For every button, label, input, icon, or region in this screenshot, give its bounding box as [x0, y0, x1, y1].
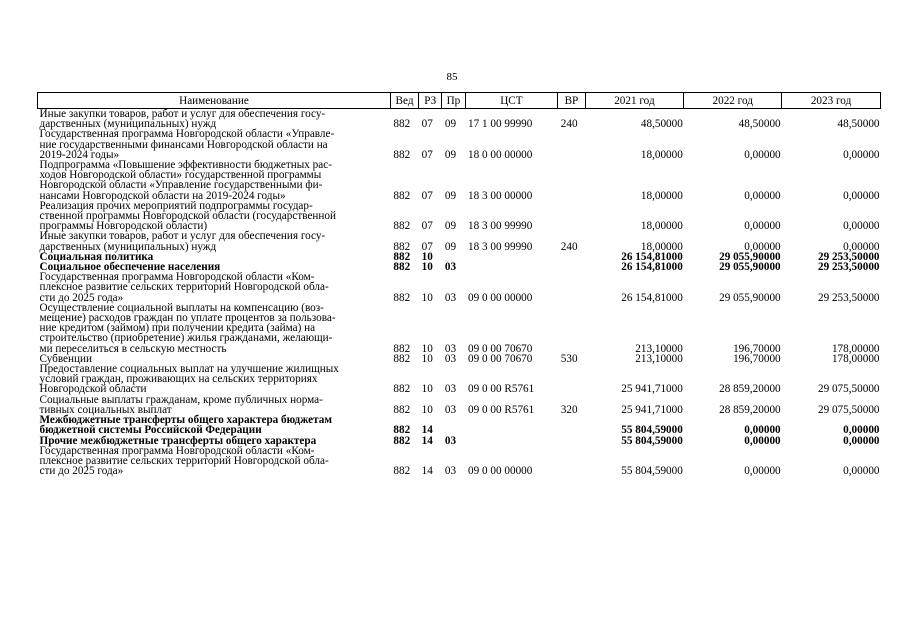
cell-pr: 03	[444, 291, 457, 304]
cell-rz: 10	[421, 291, 433, 304]
cell-name	[38, 160, 391, 201]
table-row	[38, 364, 881, 395]
cell-2023: 0,00000	[843, 434, 880, 447]
cell-name-line: программы Новгородской области)	[39, 220, 208, 233]
cell-2022: 28 859,20000	[719, 403, 781, 416]
cell-name-line: Новгородской области «Управление государственными фи-	[39, 179, 323, 192]
cell-2021: 26 154,81000	[621, 291, 683, 304]
header-2023: 2023 год	[782, 93, 881, 109]
cell-pr: 09	[444, 189, 457, 202]
cell-name	[38, 415, 391, 435]
cell-cst: 09 0 00 00000	[468, 465, 533, 478]
cell-2023: 178,00000	[831, 352, 880, 365]
cell-2021: 48,50000	[640, 118, 683, 131]
cell-cst: 18 3 00 99990	[468, 240, 533, 253]
cell-name-line: Иные закупки товаров, работ и услуг для обеспечения госу-	[39, 230, 326, 243]
cell-2022: 0,00000	[744, 465, 781, 478]
cell-name	[38, 272, 391, 303]
cell-2023: 0,00000	[843, 424, 880, 437]
cell-rz: 14	[421, 424, 433, 437]
header-cst: ЦСТ	[465, 93, 558, 109]
cell-2023: 0,00000	[843, 465, 880, 478]
cell-pr: 03	[444, 383, 457, 396]
cell-rz: 14	[421, 434, 433, 447]
cell-pr	[442, 415, 465, 435]
cell-2023: 0,00000	[843, 220, 880, 233]
cell-ved: 882	[393, 250, 411, 263]
cell-name	[38, 364, 391, 395]
cell-cst	[465, 436, 558, 446]
table-row	[38, 415, 881, 435]
cell-name-line: Предоставление социальных выплат на улучшение жилищных	[39, 363, 339, 376]
cell-2022: 29 055,90000	[719, 291, 781, 304]
cell-2022: 48,50000	[738, 118, 781, 131]
cell-ved: 882	[393, 465, 411, 478]
cell-rz: 07	[421, 148, 433, 161]
cell-2021: 26 154,81000	[621, 250, 683, 263]
cell-2023: 29 253,50000	[817, 291, 880, 304]
cell-cst	[465, 415, 558, 435]
cell-2022: 0,00000	[744, 189, 781, 202]
cell-name-line: дарственных (муниципальных) нужд	[39, 118, 217, 131]
cell-2023: 0,00000	[843, 240, 880, 253]
cell-name	[38, 395, 391, 415]
cell-name-line: ми переселиться в сельскую местность	[39, 342, 227, 355]
cell-name-line: Государственная программа Новгородской области «Ком-	[39, 444, 315, 457]
cell-vr: 240	[560, 118, 578, 131]
cell-pr: 03	[444, 342, 457, 355]
cell-2022: 0,00000	[744, 148, 781, 161]
cell-2021: 55 804,59000	[621, 465, 683, 478]
cell-cst: 17 1 00 99990	[468, 118, 533, 131]
cell-vr	[558, 252, 585, 262]
cell-pr: 09	[444, 148, 457, 161]
header-rz: РЗ	[419, 93, 442, 109]
cell-cst: 09 0 00 R5761	[468, 403, 535, 416]
cell-vr	[558, 415, 585, 435]
cell-name-line: Социальная политика	[39, 250, 154, 263]
header-vr: ВР	[558, 93, 585, 109]
cell-2021: 55 804,59000	[621, 434, 683, 447]
cell-rz: 10	[421, 261, 433, 274]
cell-name-line: 2019-2024 годы»	[39, 148, 120, 161]
cell-2023: 29 253,50000	[817, 261, 880, 274]
cell-ved: 882	[393, 291, 411, 304]
cell-pr: 09	[444, 118, 457, 131]
cell-name	[38, 446, 391, 477]
table-row	[38, 303, 881, 354]
cell-name-line: нансами Новгородской области на 2019-2024 годы»	[39, 189, 286, 202]
header-pr: Пр	[442, 93, 465, 109]
cell-2023: 29 075,50000	[817, 383, 880, 396]
cell-2021: 25 941,71000	[621, 383, 683, 396]
cell-ved: 882	[393, 352, 411, 365]
table-row	[38, 446, 881, 477]
page-number: 85	[446, 71, 458, 83]
cell-2023: 0,00000	[843, 189, 880, 202]
cell-vr	[558, 446, 585, 477]
cell-name-line: плексное развитие сельских территорий Новгородской обла-	[39, 281, 329, 294]
cell-2021: 213,10000	[635, 342, 683, 355]
cell-name-line: ние кредитом (займом) при получении кредита (займа) на	[39, 322, 316, 335]
cell-rz: 07	[421, 189, 433, 202]
cell-name-line: ние государственными финансами Новгородской области на	[39, 138, 328, 151]
cell-2021: 18,00000	[640, 148, 683, 161]
cell-name-line: мещение) расходов граждан по уплате процентов за пользова-	[39, 312, 336, 325]
cell-ved: 882	[393, 424, 411, 437]
table-row	[38, 129, 881, 160]
cell-2022: 0,00000	[744, 220, 781, 233]
cell-rz: 10	[421, 383, 433, 396]
cell-name-line: условий граждан, проживающих на сельских территориях	[39, 373, 318, 386]
cell-cst: 18 3 00 00000	[468, 189, 533, 202]
cell-ved: 882	[393, 434, 411, 447]
cell-name	[38, 129, 391, 160]
cell-name-line: Государственная программа Новгородской области «Управле-	[39, 128, 335, 141]
table-row	[38, 272, 881, 303]
header-ved: Вед	[390, 93, 418, 109]
cell-pr: 03	[444, 434, 457, 447]
cell-vr	[558, 272, 585, 303]
cell-name-line: ходов Новгородской области» государственной программы	[39, 169, 322, 182]
header-2022: 2022 год	[684, 93, 782, 109]
cell-cst: 09 0 00 00000	[468, 291, 533, 304]
cell-ved: 882	[393, 261, 411, 274]
cell-cst: 18 3 00 99990	[468, 220, 533, 233]
cell-name	[38, 109, 391, 130]
cell-2022: 0,00000	[744, 424, 781, 437]
cell-2023: 48,50000	[837, 118, 880, 131]
cell-rz: 10	[421, 403, 433, 416]
cell-cst: 18 0 00 00000	[468, 148, 533, 161]
cell-2023: 29 075,50000	[817, 403, 880, 416]
cell-2022: 196,70000	[733, 342, 781, 355]
cell-2022: 29 055,90000	[719, 250, 781, 263]
cell-name-line: сти до 2025 года»	[39, 465, 124, 478]
cell-ved: 882	[393, 240, 411, 253]
cell-ved: 882	[393, 403, 411, 416]
cell-name-line: Новгородской области	[39, 383, 147, 396]
cell-cst: 09 0 00 R5761	[468, 383, 535, 396]
cell-vr	[558, 201, 585, 232]
cell-2022: 28 859,20000	[719, 383, 781, 396]
cell-name-line: бюджетной системы Российской Федерации	[39, 424, 262, 437]
cell-2022: 196,70000	[733, 352, 781, 365]
cell-2023: 29 253,50000	[817, 250, 880, 263]
cell-vr: 240	[560, 240, 578, 253]
cell-ved: 882	[393, 118, 411, 131]
table-row	[38, 231, 881, 251]
cell-2021: 18,00000	[640, 220, 683, 233]
cell-vr: 530	[560, 352, 578, 365]
cell-name-line: Иные закупки товаров, работ и услуг для обеспечения госу-	[39, 108, 326, 120]
table-row	[38, 160, 881, 201]
cell-pr: 03	[444, 261, 457, 274]
cell-vr	[558, 262, 585, 272]
cell-rz: 10	[421, 250, 433, 263]
cell-pr: 09	[444, 220, 457, 233]
cell-name-line: Осуществление социальной выплаты на компенсацию (воз-	[39, 301, 324, 314]
cell-rz: 07	[421, 240, 433, 253]
budget-table	[37, 92, 881, 476]
cell-name-line: плексное развитие сельских территорий Новгородской обла-	[39, 454, 329, 467]
cell-pr: 09	[444, 240, 457, 253]
cell-rz: 10	[421, 352, 433, 365]
cell-2022: 29 055,90000	[719, 261, 781, 274]
cell-name	[38, 303, 391, 354]
cell-2021: 18,00000	[640, 189, 683, 202]
table-header	[38, 93, 881, 109]
cell-vr: 320	[560, 403, 578, 416]
cell-cst: 09 0 00 70670	[468, 352, 533, 365]
cell-vr	[558, 436, 585, 446]
cell-name-line: сти до 2025 года»	[39, 291, 124, 304]
cell-ved: 882	[393, 342, 411, 355]
cell-ved: 882	[393, 189, 411, 202]
cell-2023: 178,00000	[831, 342, 880, 355]
cell-name-line: Государственная программа Новгородской области «Ком-	[39, 271, 315, 284]
cell-2021: 18,00000	[640, 240, 683, 253]
cell-2022: 0,00000	[744, 240, 781, 253]
cell-name-line: тивных социальных выплат	[39, 403, 172, 416]
table-body	[38, 109, 881, 477]
cell-ved: 882	[393, 148, 411, 161]
header-name: Наименование	[38, 93, 391, 109]
cell-rz: 07	[421, 118, 433, 131]
cell-rz: 10	[421, 342, 433, 355]
cell-2022: 0,00000	[744, 434, 781, 447]
header-2021: 2021 год	[585, 93, 684, 109]
table-row	[38, 109, 881, 130]
cell-2021: 55 804,59000	[621, 424, 683, 437]
cell-cst	[465, 262, 558, 272]
cell-pr: 03	[444, 403, 457, 416]
cell-2021: 213,10000	[635, 352, 683, 365]
cell-name-line: дарственных (муниципальных) нужд	[39, 240, 217, 253]
cell-rz: 14	[421, 465, 433, 478]
cell-name-line: ственной программы Новгородской области (государственной	[39, 210, 336, 223]
cell-name-line: Прочие межбюджетные трансферты общего характера	[39, 434, 317, 447]
cell-name-line: Социальные выплаты гражданам, кроме публичных норма-	[39, 393, 323, 406]
cell-vr	[558, 129, 585, 160]
cell-2023: 0,00000	[843, 148, 880, 161]
cell-cst: 09 0 00 70670	[468, 342, 533, 355]
cell-name	[38, 231, 391, 251]
cell-ved: 882	[393, 383, 411, 396]
cell-name	[38, 201, 391, 232]
cell-vr	[558, 364, 585, 395]
table-row	[38, 395, 881, 415]
cell-name-line: Межбюджетные трансферты общего характера бюджетам	[39, 414, 332, 427]
table-row	[38, 201, 881, 232]
cell-name-line: Подпрограмма «Повышение эффективности бюджетных рас-	[39, 159, 332, 172]
cell-ved: 882	[393, 220, 411, 233]
cell-cst	[465, 252, 558, 262]
cell-pr: 03	[444, 352, 457, 365]
cell-pr: 03	[444, 465, 457, 478]
cell-name-line: строительство (приобретение) жилья гражданами, желающи-	[39, 332, 333, 345]
cell-name-line: Субвенции	[39, 352, 92, 365]
cell-name-line: Социальное обеспечение населения	[39, 261, 221, 274]
cell-vr	[558, 303, 585, 354]
cell-2021: 25 941,71000	[621, 403, 683, 416]
cell-rz: 07	[421, 220, 433, 233]
cell-2021: 26 154,81000	[621, 261, 683, 274]
cell-name-line: Реализация прочих мероприятий подпрограммы государ-	[39, 199, 313, 212]
cell-vr	[558, 160, 585, 201]
